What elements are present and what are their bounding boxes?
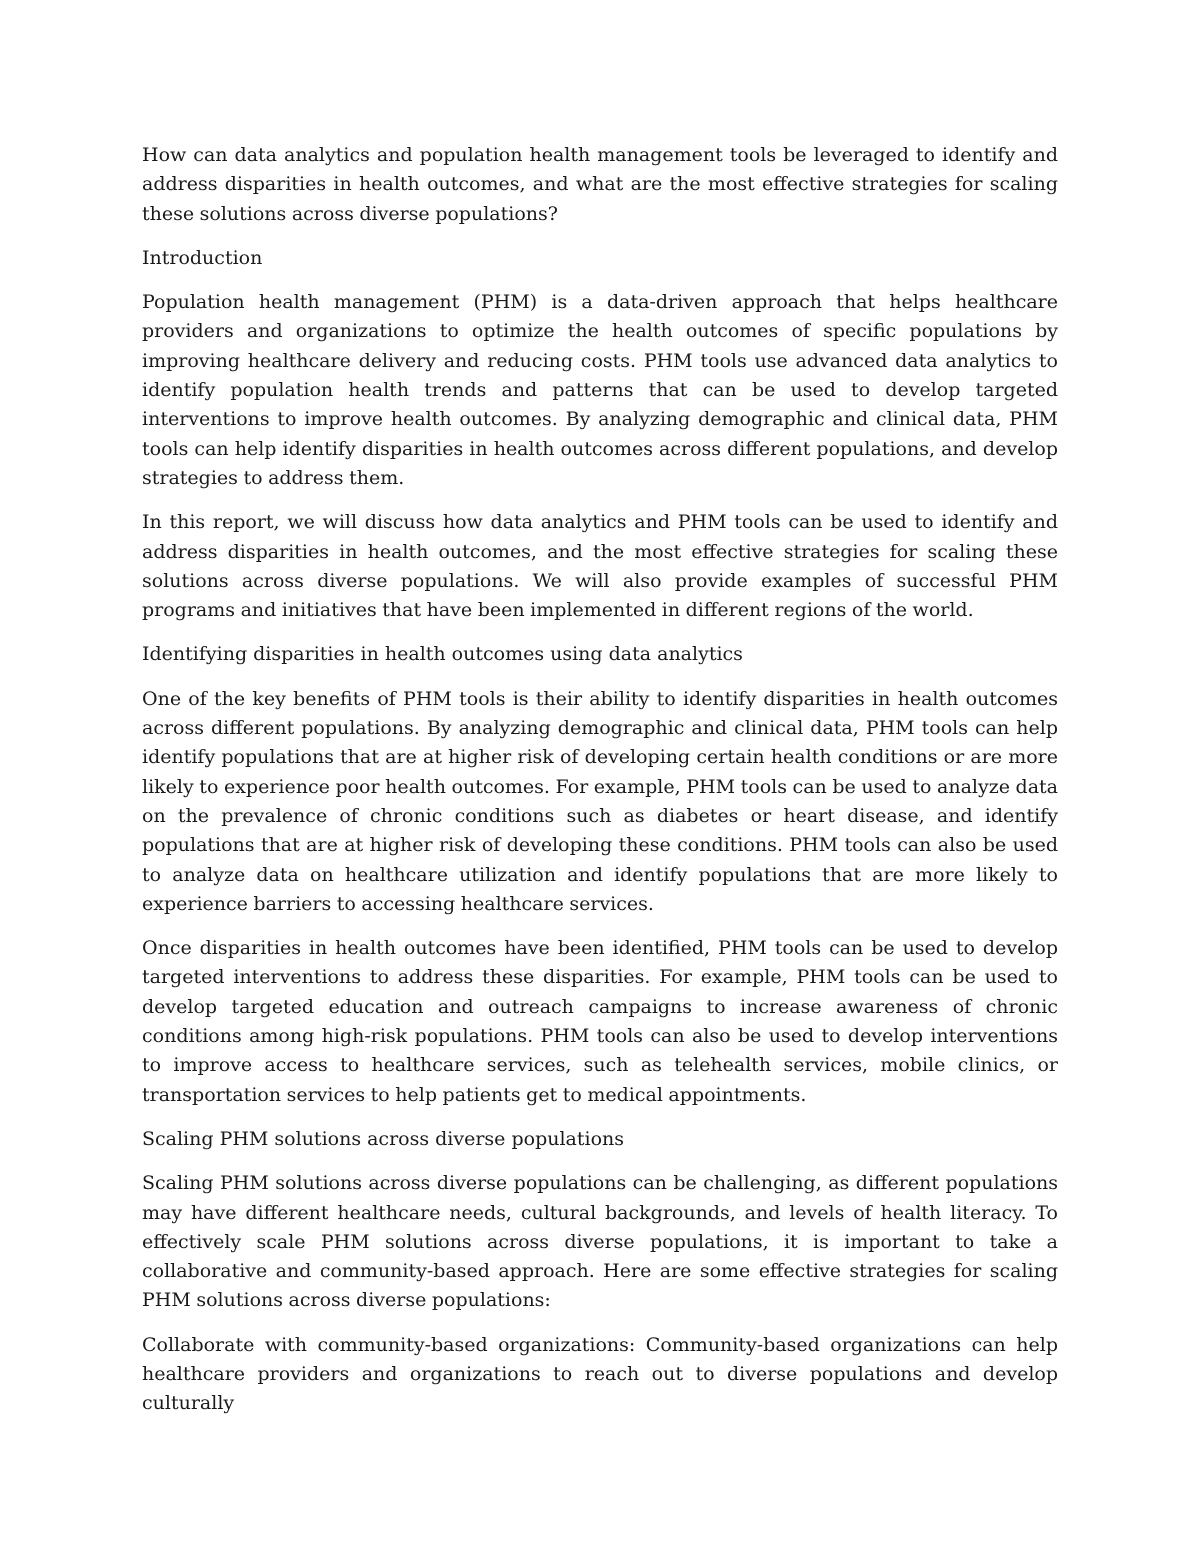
paragraph-intro-1: Population health management (PHM) is a data-driven approach that helps healthcare providers and organizations to optimize the health outcomes of specific populations by improving healthcare delivery and reducing costs. PHM tools use advanced data analytics to identify population health trends and patterns that can be used to develop targeted interventions to improve health outcomes. By analyzing demographic and clinical data, PHM tools can help identify disparities in health outcomes across different populations, and develop strategies to address them. xyxy=(142,291,1058,489)
paragraph-disparities-2: Once disparities in health outcomes have been identified, PHM tools can be used to develop targeted interventions to address these disparities. For example, PHM tools can be used to develop targeted education and outreach campaigns to increase awareness of chronic conditions among high-risk populations. PHM tools can also be used to develop interventions to improve access to healthcare services, such as telehealth services, mobile clinics, or transportation services to help patients get to medical appointments. xyxy=(142,937,1058,1106)
section-heading-identifying-disparities: Identifying disparities in health outcomes using data analytics xyxy=(142,643,743,666)
paragraph-scaling-1: Scaling PHM solutions across diverse populations can be challenging, as different populations may have different healthcare needs, cultural backgrounds, and levels of health literacy. To effectively scale PHM solutions across diverse populations, it is important to take a collaborative and community-based approach. Here are some effective strategies for scaling PHM solutions across diverse populations: xyxy=(142,1172,1058,1312)
document-body xyxy=(142,141,1058,1434)
section-heading-introduction: Introduction xyxy=(142,246,263,269)
paragraph-intro-2: In this report, we will discuss how data analytics and PHM tools can be used to identify and address disparities in health outcomes, and the most effective strategies for scaling these solutions across diverse populations. We will also provide examples of successful PHM programs and initiatives that have been implemented in different regions of the world. xyxy=(142,511,1058,622)
paragraph-scaling-2: Collaborate with community-based organizations: Community-based organizations can help healthcare providers and organizations to reach out to diverse populations and develop culturally xyxy=(142,1333,1058,1415)
research-question: How can data analytics and population health management tools be leveraged to identify and address disparities in health outcomes, and what are the most effective strategies for scaling these solutions across diverse populations? xyxy=(142,144,1058,225)
paragraph-disparities-1: One of the key benefits of PHM tools is their ability to identify disparities in health outcomes across different populations. By analyzing demographic and clinical data, PHM tools can help identify populations that are at higher risk of developing certain health conditions or are more likely to experience poor health outcomes. For example, PHM tools can be used to analyze data on the prevalence of chronic conditions such as diabetes or heart disease, and identify populations that are at higher risk of developing these conditions. PHM tools can also be used to analyze data on healthcare utilization and identify populations that are more likely to experience barriers to accessing healthcare services. xyxy=(142,687,1058,915)
section-heading-scaling-phm: Scaling PHM solutions across diverse populations xyxy=(142,1127,625,1150)
